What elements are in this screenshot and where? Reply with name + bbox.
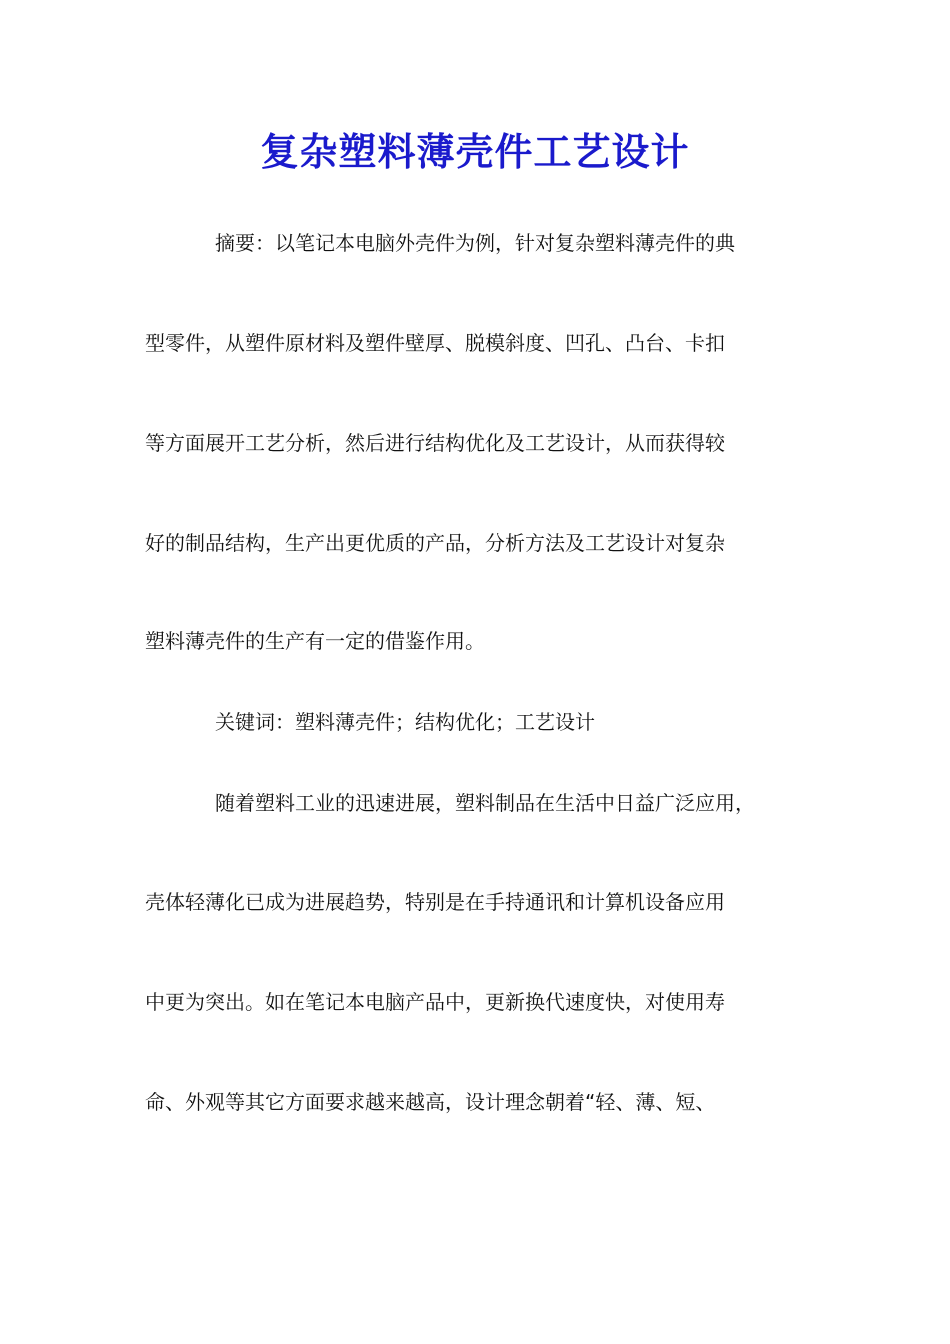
document-title: 复杂塑料薄壳件工艺设计	[260, 129, 690, 174]
abstract-line-1: 摘要：以笔记本电脑外壳件为例，针对复杂塑料薄壳件的典	[215, 231, 735, 255]
abstract-line-2: 型零件，从塑件原材料及塑件壁厚、脱模斜度、凹孔、凸台、卡扣	[145, 331, 725, 355]
body-line-2: 壳体轻薄化已成为进展趋势，特别是在手持通讯和计算机设备应用	[145, 890, 725, 914]
body-line-3: 中更为突出。如在笔记本电脑产品中，更新换代速度快，对使用寿	[145, 990, 725, 1014]
body-line-4: 命、外观等其它方面要求越来越高，设计理念朝着“轻、薄、短、	[145, 1090, 716, 1114]
abstract-line-5: 塑料薄壳件的生产有一定的借鉴作用。	[145, 629, 485, 653]
abstract-line-4: 好的制品结构，生产出更优质的产品，分析方法及工艺设计对复杂	[145, 531, 725, 555]
keywords-line: 关键词：塑料薄壳件；结构优化；工艺设计	[215, 710, 595, 734]
body-line-1: 随着塑料工业的迅速进展，塑料制品在生活中日益广泛应用，	[215, 791, 755, 815]
abstract-line-3: 等方面展开工艺分析，然后进行结构优化及工艺设计，从而获得较	[145, 431, 725, 455]
